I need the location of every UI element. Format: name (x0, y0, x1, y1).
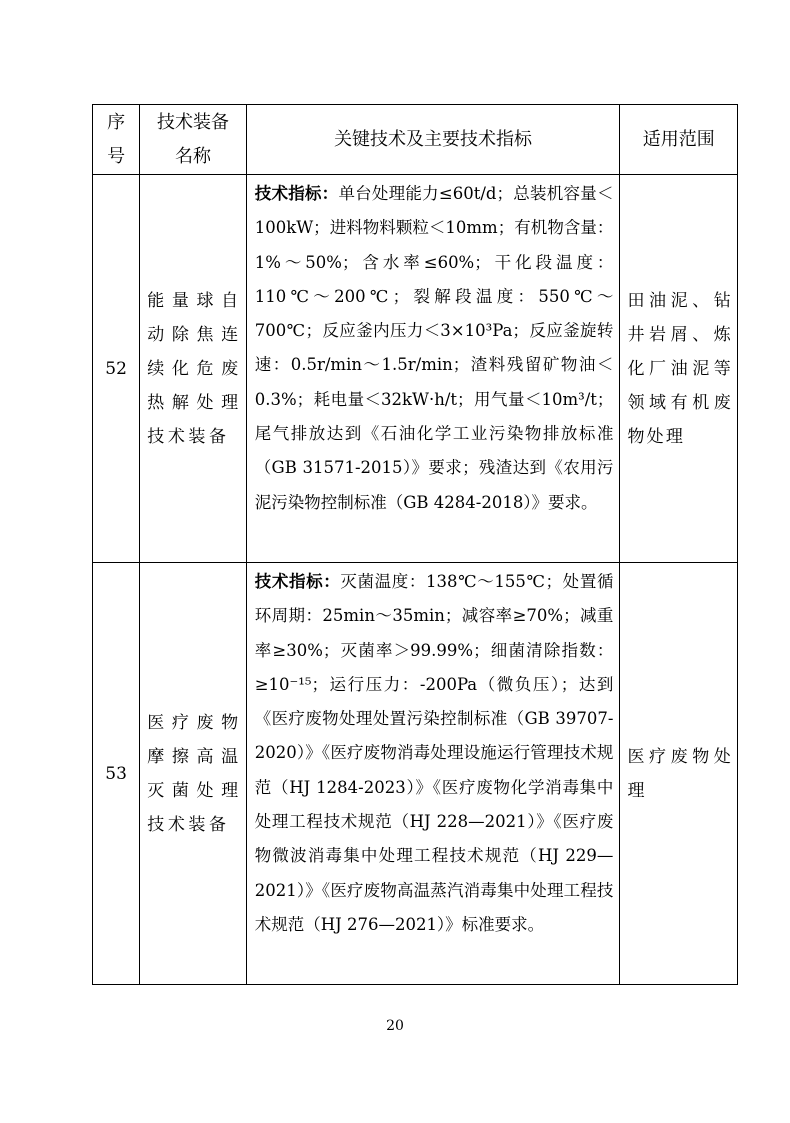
header-name: 技术装备名称 (140, 105, 246, 175)
table-row (93, 175, 738, 563)
row-number: 52 (93, 175, 140, 563)
table-header-row (93, 105, 738, 175)
header-seq: 序号 (93, 105, 140, 175)
application-scope: 田油泥、钻井岩屑、炼化厂油泥等领域有机废物处理 (620, 175, 738, 563)
row-number: 53 (93, 563, 140, 985)
tech-indicators (246, 175, 620, 563)
indicator-label: 技术指标： (254, 572, 341, 591)
equipment-name: 医疗废物摩擦高温灭菌处理技术装备 (140, 563, 246, 985)
indicator-text: 单台处理能力≤60t/d；总装机容量＜100kW；进料物料颗粒＜10mm；有机物含量：1%～50%；含水率≤60%；干化段温度：110℃～200℃；裂解段温度：550℃～700℃；反应釜内压力＜3×10³Pa；反应釜旋转速：0.5r/min～1.5r/min；渣料残留矿物油＜0.3%；耗电量＜32kW·h/t；用气量＜10m³/t；尾气排放达到《石油化学工业污染物排放标准（GB 31571-2015）》要求；残渣达到《农用污泥污染物控制标准（GB 4284-2018）》要求。 (254, 184, 614, 512)
indicator-label: 技术指标： (254, 184, 339, 203)
application-scope: 医疗废物处理 (620, 563, 738, 985)
equipment-table (92, 104, 738, 985)
header-tech: 关键技术及主要技术指标 (246, 105, 620, 175)
equipment-name: 能量球自动除焦连续化危废热解处理技术装备 (140, 175, 246, 563)
table-row (93, 563, 738, 985)
page-number: 20 (386, 1018, 404, 1034)
header-scope: 适用范围 (620, 105, 738, 175)
tech-indicators (246, 563, 620, 985)
indicator-text: 灭菌温度：138℃～155℃；处置循环周期：25min～35min；减容率≥70%；减重率≥30%；灭菌率＞99.99%；细菌清除指数：≥10⁻¹⁵；运行压力：-200Pa（微负压）；达到《医疗废物处理处置污染控制标准（GB 39707-2020）》《医疗废物消毒处理设施运行管理技术规范（HJ 1284-2023）》《医疗废物化学消毒集中处理工程技术规范（HJ 228—2021）》《医疗废物微波消毒集中处理工程技术规范（HJ 229—2021）》《医疗废物高温蒸汽消毒集中处理工程技术规范（HJ 276—2021）》标准要求。 (254, 572, 614, 934)
